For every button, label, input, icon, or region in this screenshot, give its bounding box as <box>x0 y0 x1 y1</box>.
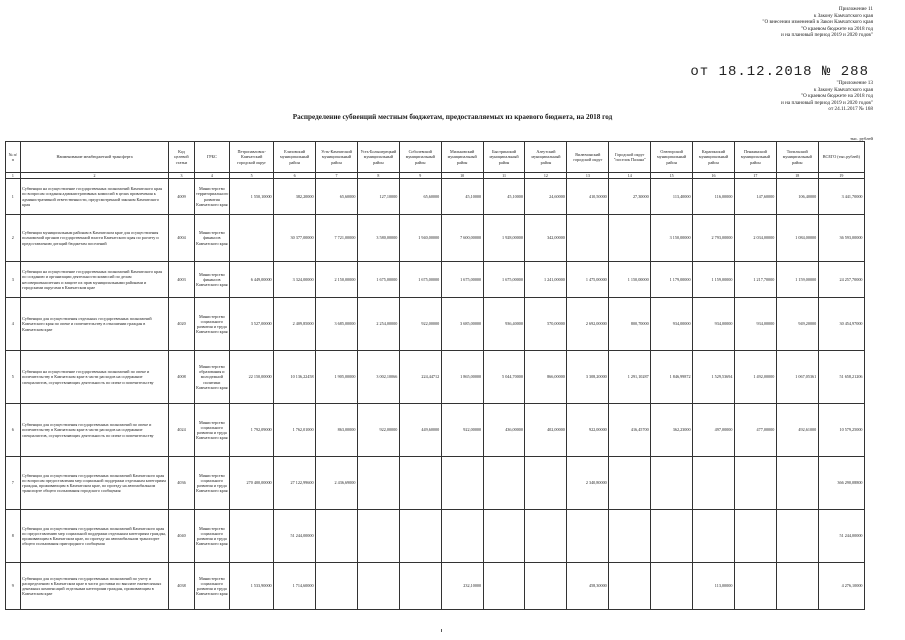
amount-cell <box>441 457 483 510</box>
transfer-name: Субвенции на осуществление государственных полномочий Камчатского края по созданию и организации деятельности комиссий по делам несовершеннолетних и защите их прав муниципальными районами и городскими округами в Камчатском крае <box>20 262 169 298</box>
header-line: Приложение 11 <box>838 6 873 12</box>
amount-cell: 477,00000 <box>734 404 776 457</box>
amount-cell <box>357 457 399 510</box>
column-number: 9 <box>399 173 441 179</box>
column-number: 14 <box>609 173 651 179</box>
amount-cell: 1 675,00000 <box>483 262 525 298</box>
table-row <box>6 351 865 404</box>
amount-cell: 51 244,00000 <box>818 510 864 563</box>
amount-cell <box>230 510 274 563</box>
column-number: 4 <box>194 173 230 179</box>
amount-cell: 116,00000 <box>693 179 735 215</box>
amount-cell: 1 217,70000 <box>734 262 776 298</box>
header-bottom-block <box>643 80 873 113</box>
column-header: Олюторский муниципальный район <box>651 142 693 173</box>
column-header: Тигильский муниципальный район <box>776 142 818 173</box>
row-number: 3 <box>6 262 21 298</box>
amount-cell: 1 846,99872 <box>651 351 693 404</box>
amount-cell: 410,50000 <box>567 179 609 215</box>
transfer-name: Субвенции на осуществление государственных полномочий по опеке и попечительству в Камчатском крае в части расходов на содержание специалистов, осуществляющих деятельность по опеке и попечительству <box>20 351 169 404</box>
amount-cell: 1 067,05361 <box>776 351 818 404</box>
transfer-name: Субвенции для осуществления государственных полномочий Камчатского края по предоставлению мер социальной поддержки отдельным категориям граждан, проживающим в Камчатском крае, по проезду на автомобильном транспорте общего пользования пригородного сообщения <box>20 510 169 563</box>
amount-cell: 362,23000 <box>651 404 693 457</box>
column-header: № п/п <box>6 142 21 173</box>
target-code: 4003 <box>169 262 194 298</box>
column-header: Петропавловск-Камчатский городской округ <box>230 142 274 173</box>
amount-cell: 458,30000 <box>567 563 609 610</box>
amount-cell: 27,30000 <box>609 179 651 215</box>
amount-cell: 30 454,97000 <box>818 298 864 351</box>
amount-cell: 949,20000 <box>776 298 818 351</box>
column-number: 3 <box>169 173 194 179</box>
amount-cell: 3 150,00000 <box>651 215 693 262</box>
amount-cell <box>357 563 399 610</box>
column-header: ГРБС <box>194 142 230 173</box>
column-header: Усть-Большерецкий муниципальный район <box>357 142 399 173</box>
amount-cell <box>651 457 693 510</box>
amount-cell: 22 150,00000 <box>230 351 274 404</box>
amount-cell: 232,10000 <box>441 563 483 610</box>
table-row <box>6 457 865 510</box>
amount-cell: 1 675,00000 <box>357 262 399 298</box>
header-line: "О краевом бюджете на 2018 год <box>800 93 873 100</box>
column-number: 15 <box>651 173 693 179</box>
table-row <box>6 262 865 298</box>
amount-cell: 127,10000 <box>357 179 399 215</box>
header-line: и на плановый период 2019 и 2020 годов" <box>781 32 873 39</box>
amount-cell: 1 241,00000 <box>525 262 567 298</box>
amount-cell: 1 928,00000 <box>483 215 525 262</box>
row-number: 4 <box>6 298 21 351</box>
column-number: 5 <box>230 173 274 179</box>
grbs-name: Министерство социального развития и труда Камчатского края <box>194 563 230 610</box>
amount-cell <box>567 510 609 563</box>
row-number: 9 <box>6 563 21 610</box>
amount-cell: 113,40000 <box>651 179 693 215</box>
amount-cell: 3 441,70000 <box>818 179 864 215</box>
amount-cell: 1 533,90000 <box>230 563 274 610</box>
amount-cell <box>609 215 651 262</box>
table-row <box>6 179 865 215</box>
amount-cell: 27 122,99600 <box>274 457 316 510</box>
date-stamp: от 18.12.2018 № 288 <box>690 64 869 80</box>
transfer-name: Субвенции для осуществления отдельных государственных полномочий Камчатского края по опеке и попечительству в отношении граждан в Камчатском крае <box>20 298 169 351</box>
amount-cell: 497,00000 <box>693 404 735 457</box>
amount-cell <box>316 510 358 563</box>
table-row <box>6 404 865 457</box>
amount-cell: 147,60000 <box>734 179 776 215</box>
column-number: 1 <box>6 173 21 179</box>
amount-cell: 45,10000 <box>441 179 483 215</box>
amount-cell: 4 276,10000 <box>818 563 864 610</box>
column-header: Усть-Камчатский муниципальный район <box>316 142 358 173</box>
header-top-block <box>643 6 873 39</box>
amount-cell: 1 714,60000 <box>274 563 316 610</box>
header-line: к Закону Камчатского края <box>813 12 873 19</box>
amount-cell: 922,00000 <box>357 404 399 457</box>
amount-cell: 2 409,85000 <box>274 298 316 351</box>
amount-cell: 402,00000 <box>525 404 567 457</box>
amount-cell: 866,00000 <box>525 351 567 404</box>
amount-cell: 1 675,00000 <box>441 262 483 298</box>
amount-cell: 922,00000 <box>441 404 483 457</box>
amount-cell: 1 550,10000 <box>230 179 274 215</box>
amount-cell: 2 692,00000 <box>567 298 609 351</box>
amount-cell <box>734 457 776 510</box>
amount-cell: 1 179,00000 <box>651 262 693 298</box>
transfer-name: Субвенции муниципальным районам в Камчатском крае для осуществления полномочий органов государственной власти Камчатского края по расчету и предоставлению дотаций бюджетам поселений <box>20 215 169 262</box>
column-number: 17 <box>734 173 776 179</box>
header-line: "Приложение 13 <box>836 80 873 86</box>
amount-cell <box>316 563 358 610</box>
column-header: Городской округ "поселок Палана" <box>609 142 651 173</box>
amount-cell: 10 579,25000 <box>818 404 864 457</box>
row-number: 1 <box>6 179 21 215</box>
amount-cell <box>483 457 525 510</box>
amount-cell: 36 593,00000 <box>818 215 864 262</box>
target-code: 4040 <box>169 510 194 563</box>
amount-cell: 492,61000 <box>776 404 818 457</box>
amount-cell <box>399 563 441 610</box>
grbs-name: Министерство финансов Камчатского края <box>194 215 230 262</box>
column-number: 8 <box>357 173 399 179</box>
amount-cell: 1 865,00000 <box>441 351 483 404</box>
page-mark <box>441 629 442 632</box>
amount-cell <box>230 215 274 262</box>
column-header: ВСЕГО (тыс.рублей) <box>818 142 864 173</box>
amount-cell: 934,00000 <box>734 298 776 351</box>
amount-cell: 1 762,01000 <box>274 404 316 457</box>
amount-cell: 1 159,00000 <box>776 262 818 298</box>
grbs-name: Министерство финансов Камчатского края <box>194 262 230 298</box>
amount-cell <box>609 563 651 610</box>
header-line: "О краевом бюджете на 2018 год <box>800 25 873 32</box>
amount-cell: 1 084,00000 <box>776 215 818 262</box>
amount-cell: 2 150,00000 <box>316 262 358 298</box>
amount-cell: 1 529,53694 <box>693 351 735 404</box>
amount-cell: 5 044,70000 <box>483 351 525 404</box>
amount-cell: 922,00000 <box>567 404 609 457</box>
amount-cell: 3 580,00000 <box>357 215 399 262</box>
amount-cell: 51 658,21206 <box>818 351 864 404</box>
target-code: 4009 <box>169 179 194 215</box>
amount-cell: 51 244,00000 <box>274 510 316 563</box>
amount-cell <box>693 510 735 563</box>
column-number: 19 <box>818 173 864 179</box>
amount-cell: 10 136,22458 <box>274 351 316 404</box>
column-header: Алеутский муниципальный район <box>525 142 567 173</box>
row-number: 8 <box>6 510 21 563</box>
amount-cell <box>651 510 693 563</box>
amount-cell <box>609 457 651 510</box>
amount-cell: 800,70000 <box>609 298 651 351</box>
column-header: Наименование межбюджетной трансферта <box>20 142 169 173</box>
table-header-row <box>6 142 865 173</box>
amount-cell: 2 034,00000 <box>734 215 776 262</box>
amount-cell: 113,00000 <box>693 563 735 610</box>
amount-cell: 3 002,10066 <box>357 351 399 404</box>
column-header: Карагинский муниципальный район <box>693 142 735 173</box>
amount-cell: 7 721,00000 <box>316 215 358 262</box>
column-header: Елизовский муниципальный район <box>274 142 316 173</box>
amount-cell: 3 685,00000 <box>316 298 358 351</box>
amount-cell <box>776 563 818 610</box>
amount-cell: 45,10000 <box>483 179 525 215</box>
amount-cell: 2 340,80000 <box>567 457 609 510</box>
table-row <box>6 563 865 610</box>
amount-cell: 65,60000 <box>316 179 358 215</box>
transfer-name: Субвенции для осуществления государственных полномочий Камчатского края по вопросам предоставления мер социальной поддержки отдельным категориям граждан, проживающим в Камчатском крае, по проезду на автомобильном транспорте общего пользования городского сообщения <box>20 457 169 510</box>
amount-cell: 24,60000 <box>525 179 567 215</box>
amount-cell: 436,00000 <box>483 404 525 457</box>
amount-cell: 7 600,00000 <box>441 215 483 262</box>
column-number: 7 <box>316 173 358 179</box>
grbs-name: Министерство социального развития и труда Камчатского края <box>194 510 230 563</box>
header-line: "О внесении изменений в Закон Камчатского края <box>762 19 873 26</box>
amount-cell: 449,60000 <box>399 404 441 457</box>
amount-cell: 936,40000 <box>483 298 525 351</box>
column-number: 2 <box>20 173 169 179</box>
column-header: Пенжинский муниципальный район <box>734 142 776 173</box>
target-code: 4008 <box>169 351 194 404</box>
amount-cell: 65,60000 <box>399 179 441 215</box>
amount-cell: 3 324,00000 <box>274 262 316 298</box>
row-number: 6 <box>6 404 21 457</box>
amount-cell <box>441 510 483 563</box>
amount-cell: 934,00000 <box>651 298 693 351</box>
amount-cell: 24 257,70000 <box>818 262 864 298</box>
column-number: 10 <box>441 173 483 179</box>
column-header: Мильковский муниципальный район <box>441 142 483 173</box>
transfer-name: Субвенции для осуществления государственных полномочий по опеке и попечительству в Камчатском крае в части расходов на содержание специалистов, осуществляющих деятельность по опеке и попечительству <box>20 404 169 457</box>
table-row <box>6 298 865 351</box>
amount-cell: 1 792,09000 <box>230 404 274 457</box>
target-code: 4024 <box>169 404 194 457</box>
amount-cell <box>525 563 567 610</box>
amount-cell: 6 449,00000 <box>230 262 274 298</box>
row-number: 2 <box>6 215 21 262</box>
column-header: Быстринский муниципальный район <box>483 142 525 173</box>
amount-cell <box>776 510 818 563</box>
header-line: к Закону Камчатского края <box>813 86 873 93</box>
column-header: Вилючинский городской округ <box>567 142 609 173</box>
amount-cell: 1 150,00000 <box>609 262 651 298</box>
amount-cell: 3 527,00000 <box>230 298 274 351</box>
column-number: 13 <box>567 173 609 179</box>
grbs-name: Министерство социального развития и труда Камчатского края <box>194 298 230 351</box>
amount-cell: 382,20000 <box>274 179 316 215</box>
amount-cell <box>483 510 525 563</box>
amount-cell: 1 291,10287 <box>609 351 651 404</box>
column-number: 12 <box>525 173 567 179</box>
grbs-name: Министерство социального развития и труда Камчатского края <box>194 457 230 510</box>
amount-cell: 570,00000 <box>525 298 567 351</box>
row-number: 7 <box>6 457 21 510</box>
row-number: 5 <box>6 351 21 404</box>
amount-cell: 1 475,00000 <box>567 262 609 298</box>
amount-cell: 1 940,00000 <box>399 215 441 262</box>
unit-label: тыс. рублей <box>850 136 873 141</box>
table-row <box>6 215 865 262</box>
amount-cell <box>399 510 441 563</box>
subventions-table <box>5 141 865 610</box>
amount-cell <box>693 457 735 510</box>
amount-cell: 416,45700 <box>609 404 651 457</box>
column-number: 18 <box>776 173 818 179</box>
amount-cell: 2 254,00000 <box>357 298 399 351</box>
amount-cell: 366 290,08800 <box>818 457 864 510</box>
amount-cell <box>609 510 651 563</box>
grbs-name: Министерство образования и молодежной политики Камчатского края <box>194 351 230 404</box>
amount-cell <box>357 510 399 563</box>
header-line: и на плановый период 2019 и 2020 годов" <box>781 99 873 106</box>
amount-cell: 1 159,00000 <box>693 262 735 298</box>
header-line: от 24.11.2017 № 168 <box>828 106 873 113</box>
amount-cell: 270 400,00000 <box>230 457 274 510</box>
target-code: 4038 <box>169 563 194 610</box>
target-code: 4004 <box>169 215 194 262</box>
grbs-name: Министерство социального развития и труда Камчатского края <box>194 404 230 457</box>
amount-cell: 3 308,20000 <box>567 351 609 404</box>
amount-cell: 3 685,00000 <box>441 298 483 351</box>
amount-cell: 1 492,00000 <box>734 351 776 404</box>
amount-cell: 934,00000 <box>693 298 735 351</box>
amount-cell <box>734 563 776 610</box>
amount-cell: 863,00000 <box>316 404 358 457</box>
document-title: Распределение субвенций местным бюджетам, предоставляемых из краевого бюджета, на 2018 год <box>292 113 613 121</box>
amount-cell: 106,40000 <box>776 179 818 215</box>
table-row <box>6 510 865 563</box>
amount-cell <box>734 510 776 563</box>
amount-cell <box>651 563 693 610</box>
amount-cell <box>567 215 609 262</box>
transfer-name: Субвенции на осуществление государственных полномочий Камчатского края по вопросам создания административных комиссий в целях привлечения к административной ответственности, предусмотренной законом Камчатского края <box>20 179 169 215</box>
column-number: 16 <box>693 173 735 179</box>
grbs-name: Министерство территориального развития Камчатского края <box>194 179 230 215</box>
amount-cell: 342,00000 <box>525 215 567 262</box>
amount-cell <box>776 457 818 510</box>
target-code: 4036 <box>169 457 194 510</box>
amount-cell <box>525 457 567 510</box>
amount-cell <box>483 563 525 610</box>
amount-cell: 2 436,69000 <box>316 457 358 510</box>
amount-cell <box>525 510 567 563</box>
column-number: 6 <box>274 173 316 179</box>
amount-cell: 30 377,00000 <box>274 215 316 262</box>
amount-cell: 922,00000 <box>399 298 441 351</box>
amount-cell: 2 793,00000 <box>693 215 735 262</box>
amount-cell: 1 675,00000 <box>399 262 441 298</box>
column-number: 11 <box>483 173 525 179</box>
column-header: Соболевский муниципальный район <box>399 142 441 173</box>
target-code: 4020 <box>169 298 194 351</box>
amount-cell: 224,44712 <box>399 351 441 404</box>
amount-cell <box>399 457 441 510</box>
column-header: Код целевой статьи <box>169 142 194 173</box>
amount-cell: 1 905,00000 <box>316 351 358 404</box>
transfer-name: Субвенции для осуществления государственных полномочий по учету и распределению в Камчатском крае в части доставки по выплате ежемесячных денежных компенсаций отдельным категориям граждан, проживающим в Камчатском крае <box>20 563 169 610</box>
